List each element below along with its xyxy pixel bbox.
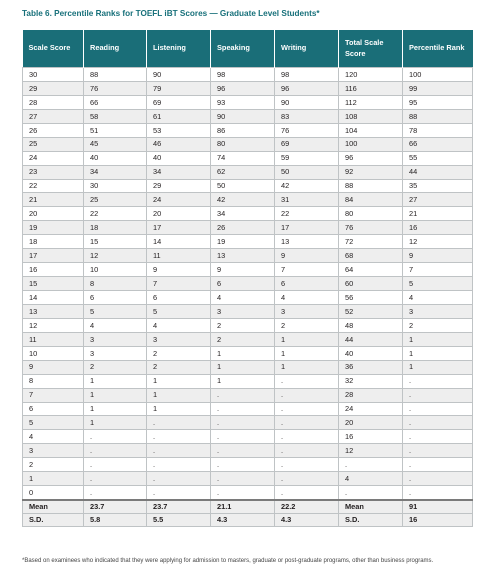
table-cell: . bbox=[147, 416, 211, 430]
table-row bbox=[23, 360, 473, 374]
table-cell: 100 bbox=[403, 68, 473, 82]
table-cell: 4.3 bbox=[211, 514, 275, 527]
table-cell: 4 bbox=[147, 318, 211, 332]
table-cell: 90 bbox=[147, 68, 211, 82]
table-cell: 21.1 bbox=[211, 500, 275, 514]
table-cell: 1 bbox=[403, 360, 473, 374]
table-cell: 6 bbox=[84, 291, 147, 305]
table-cell: 8 bbox=[84, 277, 147, 291]
table-cell: 66 bbox=[84, 95, 147, 109]
table-cell: 92 bbox=[339, 165, 403, 179]
table-summary bbox=[23, 500, 473, 527]
table-cell: 18 bbox=[23, 235, 84, 249]
table-cell: 80 bbox=[211, 137, 275, 151]
table-cell: 112 bbox=[339, 95, 403, 109]
table-cell: 34 bbox=[147, 165, 211, 179]
table-cell: 1 bbox=[211, 346, 275, 360]
table-title: Table 6. Percentile Ranks for TOEFL iBT Scores — Graduate Level Students* bbox=[22, 9, 320, 18]
header-writing: Writing bbox=[275, 30, 339, 68]
table-cell: 11 bbox=[147, 249, 211, 263]
table-cell: 120 bbox=[339, 68, 403, 82]
table-row bbox=[23, 95, 473, 109]
table-cell: 88 bbox=[403, 109, 473, 123]
table-cell: 9 bbox=[275, 249, 339, 263]
table-cell: 9 bbox=[403, 249, 473, 263]
table-cell: 93 bbox=[211, 95, 275, 109]
table-cell: 1 bbox=[23, 472, 84, 486]
table-cell: 40 bbox=[339, 346, 403, 360]
table-cell: 12 bbox=[84, 249, 147, 263]
table-cell: 51 bbox=[84, 123, 147, 137]
table-cell: 13 bbox=[23, 304, 84, 318]
table-cell: 1 bbox=[211, 360, 275, 374]
header-reading: Reading bbox=[84, 30, 147, 68]
table-cell: 3 bbox=[275, 304, 339, 318]
table-cell: . bbox=[403, 472, 473, 486]
table-cell: 7 bbox=[147, 277, 211, 291]
table-cell: 96 bbox=[211, 81, 275, 95]
table-row bbox=[23, 193, 473, 207]
table-cell: 34 bbox=[84, 165, 147, 179]
table-row bbox=[23, 430, 473, 444]
table-cell: . bbox=[147, 430, 211, 444]
table-cell: 3 bbox=[84, 332, 147, 346]
table-row bbox=[23, 332, 473, 346]
table-cell: . bbox=[275, 458, 339, 472]
table-cell: 4 bbox=[275, 291, 339, 305]
table-cell: . bbox=[211, 402, 275, 416]
table-cell: 53 bbox=[147, 123, 211, 137]
table-cell: 22 bbox=[84, 207, 147, 221]
table-cell: . bbox=[275, 444, 339, 458]
table-cell: 48 bbox=[339, 318, 403, 332]
table-cell: 5.8 bbox=[84, 514, 147, 527]
table-cell: . bbox=[275, 430, 339, 444]
table-cell: 9 bbox=[23, 360, 84, 374]
table-cell: 13 bbox=[211, 249, 275, 263]
table-row bbox=[23, 444, 473, 458]
table-cell: 26 bbox=[23, 123, 84, 137]
table-cell: 13 bbox=[275, 235, 339, 249]
table-cell: . bbox=[275, 486, 339, 500]
table-row bbox=[23, 486, 473, 500]
table-cell: . bbox=[403, 430, 473, 444]
table-cell: . bbox=[403, 402, 473, 416]
table-cell: 4 bbox=[403, 291, 473, 305]
table-cell: 5 bbox=[23, 416, 84, 430]
table-cell: 1 bbox=[84, 374, 147, 388]
table-cell: 3 bbox=[403, 304, 473, 318]
table-cell: 100 bbox=[339, 137, 403, 151]
table-row bbox=[23, 291, 473, 305]
table-cell: 20 bbox=[23, 207, 84, 221]
table-cell: 6 bbox=[275, 277, 339, 291]
table-row bbox=[23, 277, 473, 291]
table-cell: 4 bbox=[339, 472, 403, 486]
table-cell: . bbox=[403, 486, 473, 500]
table-cell: 84 bbox=[339, 193, 403, 207]
table-cell: 44 bbox=[339, 332, 403, 346]
table-cell: 16 bbox=[339, 430, 403, 444]
table-row bbox=[23, 374, 473, 388]
table-cell: 24 bbox=[147, 193, 211, 207]
table-cell: 46 bbox=[147, 137, 211, 151]
table-cell: 29 bbox=[147, 179, 211, 193]
table-cell: 2 bbox=[147, 346, 211, 360]
table-cell: 11 bbox=[23, 332, 84, 346]
table-cell: . bbox=[147, 472, 211, 486]
table-row bbox=[23, 472, 473, 486]
table-cell: 2 bbox=[84, 360, 147, 374]
table-cell: Mean bbox=[339, 500, 403, 514]
table-cell: 108 bbox=[339, 109, 403, 123]
table-cell: 10 bbox=[84, 263, 147, 277]
table-cell: 3 bbox=[23, 444, 84, 458]
table-cell: 20 bbox=[147, 207, 211, 221]
table-cell: 8 bbox=[23, 374, 84, 388]
table-cell: 58 bbox=[84, 109, 147, 123]
table-row bbox=[23, 304, 473, 318]
table-cell: 25 bbox=[84, 193, 147, 207]
table-cell: 4.3 bbox=[275, 514, 339, 527]
table-cell: 16 bbox=[23, 263, 84, 277]
header-scale-score: Scale Score bbox=[23, 30, 84, 68]
table-cell: . bbox=[211, 458, 275, 472]
table-cell: 90 bbox=[275, 95, 339, 109]
table-cell: 88 bbox=[339, 179, 403, 193]
table-cell: 2 bbox=[147, 360, 211, 374]
table-cell: 4 bbox=[211, 291, 275, 305]
table-cell: 91 bbox=[403, 500, 473, 514]
table-cell: 99 bbox=[403, 81, 473, 95]
table-cell: . bbox=[275, 472, 339, 486]
table-cell: . bbox=[211, 486, 275, 500]
table-row bbox=[23, 151, 473, 165]
table-cell: 56 bbox=[339, 291, 403, 305]
table-cell: . bbox=[211, 472, 275, 486]
table-cell: 5 bbox=[84, 304, 147, 318]
table-cell: 28 bbox=[339, 388, 403, 402]
table-cell: 15 bbox=[84, 235, 147, 249]
table-cell: . bbox=[339, 458, 403, 472]
table-cell: 36 bbox=[339, 360, 403, 374]
table-cell: . bbox=[403, 458, 473, 472]
table-cell: Mean bbox=[23, 500, 84, 514]
table-cell: . bbox=[147, 486, 211, 500]
table-cell: 24 bbox=[23, 151, 84, 165]
table-cell: 35 bbox=[403, 179, 473, 193]
table-cell: 1 bbox=[275, 346, 339, 360]
table-cell: 29 bbox=[23, 81, 84, 95]
table-row bbox=[23, 318, 473, 332]
table-cell: 27 bbox=[23, 109, 84, 123]
table-cell: 88 bbox=[84, 68, 147, 82]
table-cell: 1 bbox=[147, 374, 211, 388]
table-cell: 9 bbox=[147, 263, 211, 277]
table-cell: . bbox=[275, 416, 339, 430]
table-cell: 42 bbox=[275, 179, 339, 193]
table-cell: 104 bbox=[339, 123, 403, 137]
table-cell: 4 bbox=[23, 430, 84, 444]
table-cell: 22 bbox=[275, 207, 339, 221]
table-cell: . bbox=[211, 416, 275, 430]
table-cell: 7 bbox=[403, 263, 473, 277]
table-cell: . bbox=[147, 458, 211, 472]
percentile-table bbox=[22, 30, 473, 527]
table-cell: 50 bbox=[211, 179, 275, 193]
table-cell: 68 bbox=[339, 249, 403, 263]
table-row bbox=[23, 221, 473, 235]
table-cell: 3 bbox=[84, 346, 147, 360]
table-cell: 14 bbox=[147, 235, 211, 249]
table-cell: 59 bbox=[275, 151, 339, 165]
table-cell: 69 bbox=[147, 95, 211, 109]
header-percentile-rank: Percentile Rank bbox=[403, 30, 473, 68]
table-cell: 55 bbox=[403, 151, 473, 165]
table-row bbox=[23, 263, 473, 277]
table-cell: . bbox=[147, 444, 211, 458]
table-cell: 5 bbox=[403, 277, 473, 291]
table-row bbox=[23, 388, 473, 402]
summary-row bbox=[23, 500, 473, 514]
table-row bbox=[23, 458, 473, 472]
table-cell: 1 bbox=[147, 388, 211, 402]
table-cell: 74 bbox=[211, 151, 275, 165]
summary-row bbox=[23, 514, 473, 527]
table-cell: 12 bbox=[23, 318, 84, 332]
table-cell: 96 bbox=[275, 81, 339, 95]
table-cell: 27 bbox=[403, 193, 473, 207]
table-cell: . bbox=[211, 430, 275, 444]
table-cell: 19 bbox=[23, 221, 84, 235]
table-cell: 5.5 bbox=[147, 514, 211, 527]
table-cell: 1 bbox=[84, 416, 147, 430]
table-row bbox=[23, 235, 473, 249]
table-cell: S.D. bbox=[339, 514, 403, 527]
table-cell: 98 bbox=[211, 68, 275, 82]
table-row bbox=[23, 179, 473, 193]
table-cell: 25 bbox=[23, 137, 84, 151]
table-cell: 0 bbox=[23, 486, 84, 500]
table-cell: . bbox=[275, 388, 339, 402]
table-cell: 21 bbox=[23, 193, 84, 207]
table-cell: 64 bbox=[339, 263, 403, 277]
table-cell: 1 bbox=[84, 388, 147, 402]
table-cell: 40 bbox=[84, 151, 147, 165]
table-cell: 42 bbox=[211, 193, 275, 207]
table-cell: . bbox=[275, 374, 339, 388]
table-cell: 2 bbox=[211, 318, 275, 332]
table-row bbox=[23, 165, 473, 179]
table-cell: 24 bbox=[339, 402, 403, 416]
table-cell: 98 bbox=[275, 68, 339, 82]
table-cell: 90 bbox=[211, 109, 275, 123]
table-cell: 1 bbox=[84, 402, 147, 416]
header-listening: Listening bbox=[147, 30, 211, 68]
table-cell: 1 bbox=[147, 402, 211, 416]
table-cell: . bbox=[84, 486, 147, 500]
table-cell: . bbox=[84, 472, 147, 486]
table-cell: 23.7 bbox=[84, 500, 147, 514]
table-cell: 3 bbox=[211, 304, 275, 318]
table-body bbox=[23, 68, 473, 501]
table-cell: 21 bbox=[403, 207, 473, 221]
table-cell: . bbox=[275, 402, 339, 416]
table-cell: . bbox=[84, 444, 147, 458]
table-cell: 4 bbox=[84, 318, 147, 332]
footnote: *Based on examinees who indicated that they were applying for admission to masters, graduate or post-graduate programs, other than business programs. bbox=[22, 558, 434, 564]
table-cell: 2 bbox=[211, 332, 275, 346]
table-cell: 23 bbox=[23, 165, 84, 179]
table-cell: 66 bbox=[403, 137, 473, 151]
table-cell: 30 bbox=[84, 179, 147, 193]
table-cell: 34 bbox=[211, 207, 275, 221]
table-cell: 22.2 bbox=[275, 500, 339, 514]
table-cell: 15 bbox=[23, 277, 84, 291]
table-cell: 60 bbox=[339, 277, 403, 291]
table-cell: . bbox=[84, 430, 147, 444]
table-cell: 62 bbox=[211, 165, 275, 179]
table-row bbox=[23, 123, 473, 137]
table-cell: 95 bbox=[403, 95, 473, 109]
table-cell: 44 bbox=[403, 165, 473, 179]
table-cell: . bbox=[339, 486, 403, 500]
table-cell: 10 bbox=[23, 346, 84, 360]
table-cell: 32 bbox=[339, 374, 403, 388]
table-row bbox=[23, 346, 473, 360]
table-cell: 1 bbox=[275, 332, 339, 346]
table-row bbox=[23, 137, 473, 151]
table-cell: 79 bbox=[147, 81, 211, 95]
table-cell: 6 bbox=[147, 291, 211, 305]
table-cell: 7 bbox=[23, 388, 84, 402]
table-cell: 18 bbox=[84, 221, 147, 235]
table-cell: 14 bbox=[23, 291, 84, 305]
table-row bbox=[23, 68, 473, 82]
table-cell: 5 bbox=[147, 304, 211, 318]
table-cell: 52 bbox=[339, 304, 403, 318]
table-cell: 1 bbox=[403, 332, 473, 346]
table-cell: 17 bbox=[275, 221, 339, 235]
table-row bbox=[23, 109, 473, 123]
table-cell: 6 bbox=[23, 402, 84, 416]
table-cell: 45 bbox=[84, 137, 147, 151]
table-cell: 69 bbox=[275, 137, 339, 151]
table-row bbox=[23, 249, 473, 263]
table-cell: 1 bbox=[403, 346, 473, 360]
header-row bbox=[23, 30, 473, 68]
table-cell: . bbox=[84, 458, 147, 472]
table-cell: 83 bbox=[275, 109, 339, 123]
table-cell: 7 bbox=[275, 263, 339, 277]
table-cell: 17 bbox=[147, 221, 211, 235]
table-cell: 50 bbox=[275, 165, 339, 179]
table-cell: 16 bbox=[403, 514, 473, 527]
table-cell: S.D. bbox=[23, 514, 84, 527]
table-cell: . bbox=[211, 388, 275, 402]
table-cell: . bbox=[211, 444, 275, 458]
table-row bbox=[23, 402, 473, 416]
table-cell: 12 bbox=[403, 235, 473, 249]
table-cell: 76 bbox=[84, 81, 147, 95]
table-cell: 20 bbox=[339, 416, 403, 430]
table-cell: 12 bbox=[339, 444, 403, 458]
table-cell: . bbox=[403, 388, 473, 402]
table-cell: 23.7 bbox=[147, 500, 211, 514]
table-cell: . bbox=[403, 416, 473, 430]
table-cell: 86 bbox=[211, 123, 275, 137]
table-cell: 1 bbox=[211, 374, 275, 388]
table-cell: 3 bbox=[147, 332, 211, 346]
table-cell: 72 bbox=[339, 235, 403, 249]
table-cell: 61 bbox=[147, 109, 211, 123]
table-cell: . bbox=[403, 444, 473, 458]
table-cell: 96 bbox=[339, 151, 403, 165]
table-cell: 9 bbox=[211, 263, 275, 277]
table-cell: 30 bbox=[23, 68, 84, 82]
table-cell: 28 bbox=[23, 95, 84, 109]
table-cell: 2 bbox=[275, 318, 339, 332]
table-cell: 31 bbox=[275, 193, 339, 207]
table-cell: 40 bbox=[147, 151, 211, 165]
table-cell: 6 bbox=[211, 277, 275, 291]
table-cell: 26 bbox=[211, 221, 275, 235]
table-cell: 116 bbox=[339, 81, 403, 95]
table-cell: 78 bbox=[403, 123, 473, 137]
header-total-scale-score: Total Scale Score bbox=[339, 30, 403, 68]
table-cell: 1 bbox=[275, 360, 339, 374]
table-cell: 76 bbox=[275, 123, 339, 137]
table-cell: . bbox=[403, 374, 473, 388]
table-cell: 16 bbox=[403, 221, 473, 235]
table-row bbox=[23, 416, 473, 430]
table-row bbox=[23, 81, 473, 95]
table-cell: 22 bbox=[23, 179, 84, 193]
table-row bbox=[23, 207, 473, 221]
table-cell: 2 bbox=[23, 458, 84, 472]
table-cell: 2 bbox=[403, 318, 473, 332]
table-cell: 80 bbox=[339, 207, 403, 221]
table-cell: 76 bbox=[339, 221, 403, 235]
table-cell: 19 bbox=[211, 235, 275, 249]
header-speaking: Speaking bbox=[211, 30, 275, 68]
table-cell: 17 bbox=[23, 249, 84, 263]
